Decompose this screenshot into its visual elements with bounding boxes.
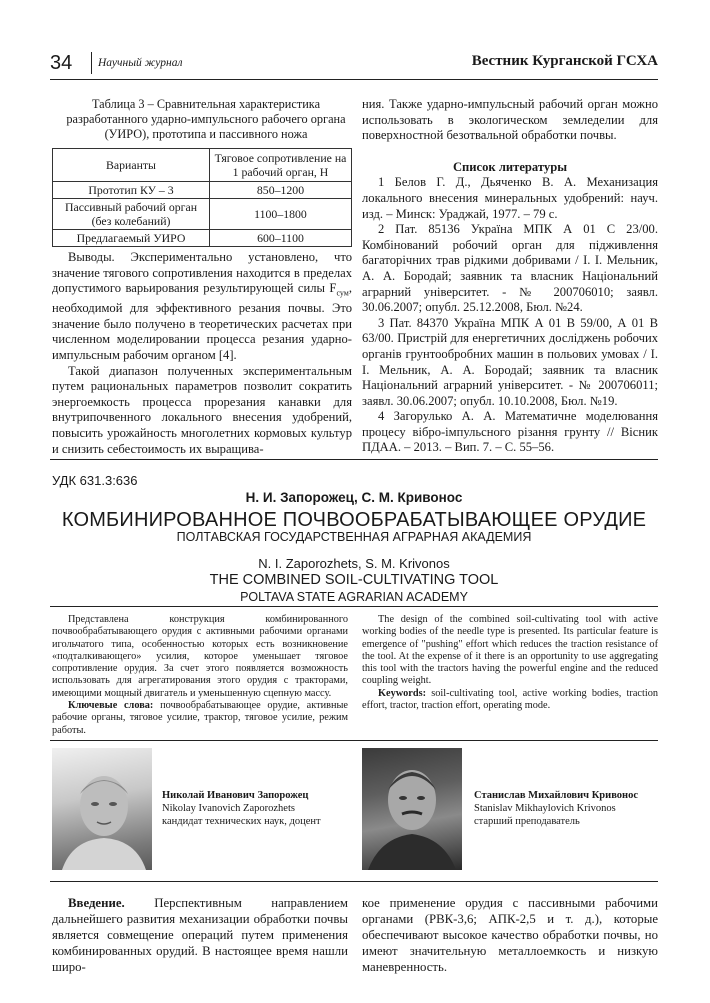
author-position: кандидат технических наук, доцент xyxy=(162,816,321,827)
abstract-ru xyxy=(52,614,348,737)
header-rule xyxy=(50,79,658,80)
left-column-text xyxy=(52,250,352,457)
reference-item: 2 Пат. 85136 Україна МПК А 01 С 23/00. Комбінований робочий орган для підживлення багаторічних трав рідкими добривами / І. І. Мельник, А. А. Бородай; заявник та власник Національний аграрний університет. - № 200706010; заявл. 30.06.2007; опубл. 25.12.2008, Бюл. №24. xyxy=(362,222,658,315)
table-cell: Предлагаемый УИРО xyxy=(53,230,210,247)
article-title-ru: КОМБИНИРОВАННОЕ ПОЧВООБРАБАТЫВАЮЩЕЕ ОРУДИЕ xyxy=(61,509,647,531)
reference-item: 4 Загорулько А. А. Математичне моделювання процесу вібро-імпульсного різання грунту // Вісник ПДАА. – 2013. – Вип. 7. – С. 55–56. xyxy=(362,409,658,455)
header-divider xyxy=(91,52,92,74)
table-cell: 850–1200 xyxy=(210,182,352,199)
udc-code: УДК 631.3:636 xyxy=(52,473,138,488)
intro-paragraph: Введение. Перспективным направлением дальнейшего развития механизации обработки почвы является совмещение операций путем применения комбинированных орудий. В настоящее время нашли широ- xyxy=(52,896,348,974)
intro-rule xyxy=(50,881,658,882)
abstract-en-text: The design of the combined soil-cultivating tool with active working bodies of the needle type is presented. Its particular feature is emergence of "pushing" effort which reduces the traction resistance of the tool. At the expense of it there is an opportunity to use aggregating this tool with the tractors having the powerful engine and the reduced coupling weight. xyxy=(362,614,658,687)
conclusions-paragraph: Выводы. Экспериментально установлено, что значение тягового сопротивления находится в пределах допустимого варьирования результирующей силы $F_{сум}$, необходимой для эффективного резания почвы. Это значение было получено в теоретических расчетах при численном моделировании процесса резания ударно-импульсным рабочим органом [4]. xyxy=(52,250,352,363)
keywords-en: Keywords: soil-cultivating tool, active working bodies, traction effort, tractor, traction effort, operating mode. xyxy=(362,687,658,712)
table-header-row xyxy=(53,149,352,182)
authors-ru: Н. И. Запорожец, С. М. Кривонос xyxy=(245,490,463,505)
right-column-text xyxy=(362,97,658,456)
body-paragraph: Такой диапазон полученных экспериментальным путем рациональных параметров позволит сократить энергоемкость процесса прорезания канавки для внутрипочвенного локального внесения удобрений, повысить урожайность многолетних кормовых культур и снизить себестоимость их выращива- xyxy=(52,363,352,456)
references-title: Список литературы xyxy=(452,159,568,174)
table-row xyxy=(53,230,352,247)
reference-item: 1 Белов Г. Д., Дьяченко В. А. Механизация локального внесения минеральных удобрений: науч. изд. – Минск: Ураджай, 1977. – 79 с. xyxy=(362,175,658,221)
institution-ru: ПОЛТАВСКАЯ ГОСУДАРСТВЕННАЯ АГРАРНАЯ АКАДЕМИЯ xyxy=(176,530,532,544)
intro-right xyxy=(362,895,658,975)
reference-item: 3 Пат. 84370 Україна МПК А 01 В 59/00, А 01 В 63/00. Пристрій для енергетичних досліджень робочих органів грунтообробних машин в польових умовах / І. І. Мельник, А. А. Бородай; заявник та власник Національний аграрний університет. - № 200706011; заявл. 30.06.2007; опубл. 10.10.2008, Бюл. №19. xyxy=(362,315,658,408)
author-bio xyxy=(474,789,658,828)
intro-left xyxy=(52,895,348,975)
author-photo xyxy=(52,748,152,870)
abstract-rule xyxy=(50,606,658,607)
abstract-en xyxy=(362,614,658,712)
table-cell: Пассивный рабочий орган (без колебаний) xyxy=(53,199,210,230)
table-cell: Прототип КУ – 3 xyxy=(53,182,210,199)
author-name-ru: Станислав Михайлович Кривонос xyxy=(474,790,639,801)
section-rule xyxy=(50,459,658,460)
table-header-cell: Тяговое сопротивление на 1 рабочий орган, Н xyxy=(210,149,352,182)
keywords-ru: Ключевые слова: почвообрабатывающее орудие, активные рабочие органы, тяговое усилие, трактор, тяговое усилие, режим работы. xyxy=(52,700,348,736)
table-caption: Таблица 3 – Сравнительная характеристика разработанного ударно-импульсного рабочего органа (УИРО), прототипа и пассивного ножа xyxy=(66,97,346,141)
table-row xyxy=(53,182,352,199)
table-header-cell: Варианты xyxy=(53,149,210,182)
author-position: старший преподаватель xyxy=(474,816,580,827)
page-number: 34 xyxy=(50,52,73,74)
author-name-en: Nikolay Ivanovich Zaporozhets xyxy=(162,803,295,814)
table-cell: 600–1100 xyxy=(210,230,352,247)
author-photo xyxy=(362,748,462,870)
abstract-bottom-rule xyxy=(50,740,658,741)
comparison-table xyxy=(52,148,352,247)
abstract-ru-text: Представлена конструкция комбинированного почвообрабатывающего орудия с активными рабочими органами игольчатого типа, особенностью которых есть возникновение «подталкивающего» усилия, которое уменьшает тяговое сопротивление орудия. За счет этого появляется возможность использовать для агрегатирования этого орудия с тракторами, имеющими мощный двигатель и уменьшенную сцепную массу. xyxy=(52,614,348,699)
author-name-en: Stanislav Mikhaylovich Krivonos xyxy=(474,803,616,814)
continued-paragraph: ния. Также ударно-импульсный рабочий орган можно использовать в экологическом земледелии для поверхностной безотвальной обработки почвы. xyxy=(362,97,658,143)
author-bio xyxy=(162,789,342,828)
table-cell: 1100–1800 xyxy=(210,199,352,230)
intro-paragraph-continued: кое применение орудия с пассивными рабочими органами (РВК-3,6; АПК-2,5 и т. д.), которые обеспечивают высокое качество обработки почвы, но имеют значительную металлоемкость и низкую маневренность. xyxy=(362,896,658,974)
journal-name: Вестник Курганской ГСХА xyxy=(471,53,658,69)
institution-en: POLTAVA STATE AGRARIAN ACADEMY xyxy=(240,590,468,604)
table-row xyxy=(53,199,352,230)
author-name-ru: Николай Иванович Запорожец xyxy=(162,790,309,801)
article-title-en: THE COMBINED SOIL-CULTIVATING TOOL xyxy=(209,572,499,588)
authors-en: N. I. Zaporozhets, S. M. Krivonos xyxy=(258,556,450,571)
journal-label: Научный журнал xyxy=(98,57,183,69)
